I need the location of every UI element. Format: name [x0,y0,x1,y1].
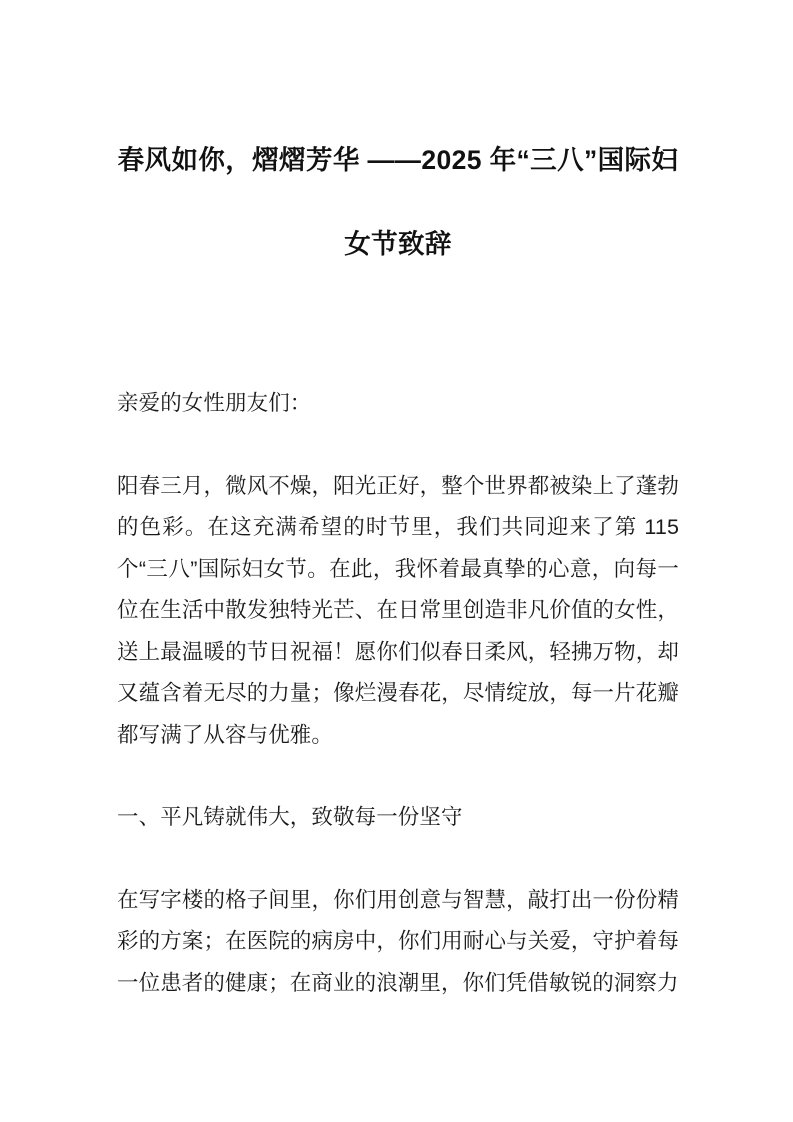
page-title [117,0,679,286]
section-heading-one: 一、平凡铸就伟大，致敬每一份坚守 [117,805,463,829]
paragraph-opening: 阳春三月，微风不燥，阳光正好，整个世界都被染上了蓬勃的色彩。在这充满希望的时节里，我们共同迎来了第 115 个“三八”国际妇女节。在此，我怀着最真挚的心意，向每一位在生活中散发独特光芒、在日常里创造非凡价值的女性，送上最温暖的节日祝福！愿你们似春日柔风，轻拂万物，却又蕴含着无尽的力量；像烂漫春花，尽情绽放，每一片花瓣都写满了从容与优雅。 [117,473,679,747]
document-body [117,0,679,1004]
salutation: 亲爱的女性朋友们： [117,391,312,415]
page-title-text: 春风如你，熠熠芳华 ——2025 年“三八”国际妇女节致辞 [117,145,679,259]
paragraph-section-one-body: 在写字楼的格子间里，你们用创意与智慧，敲打出一份份精彩的方案；在医院的病房中，你们用耐心与关爱，守护着每一位患者的健康；在商业的浪潮里，你们凭借敏锐的洞察力 [117,887,679,995]
